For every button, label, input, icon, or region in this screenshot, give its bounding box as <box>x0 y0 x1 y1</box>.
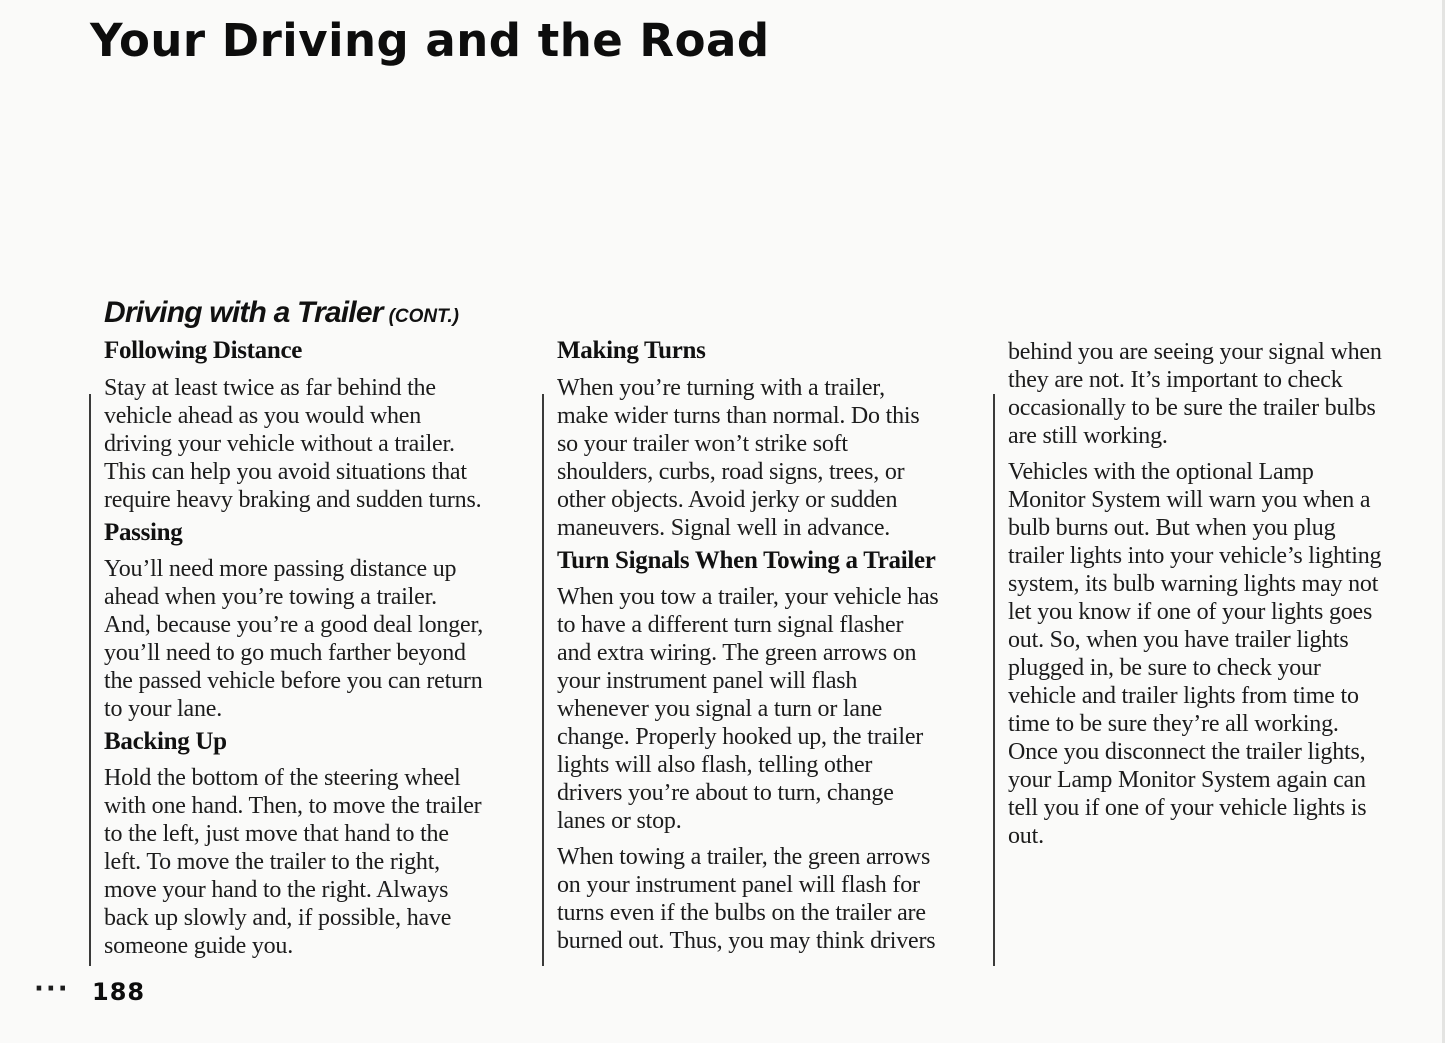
page-number-dots: ··· <box>34 974 70 1004</box>
text-line: tell you if one of your vehicle lights is <box>1008 795 1367 821</box>
text-line: let you know if one of your lights goes <box>1008 599 1373 625</box>
section-title <box>104 296 459 330</box>
text-line: Monitor System will warn you when a <box>1008 487 1371 513</box>
paragraph-lamp-monitor <box>1008 458 1428 850</box>
column-rule-right <box>993 394 995 966</box>
text-line: someone guide you. <box>104 933 294 959</box>
paragraph-following-distance <box>104 374 534 514</box>
section-cont-label: (CONT.) <box>388 306 459 327</box>
text-line: occasionally to be sure the trailer bulbs <box>1008 395 1376 421</box>
text-line: When you’re turning with a trailer, <box>557 375 885 401</box>
heading-backing-up: Backing Up <box>104 728 227 755</box>
page-number: 188 <box>92 978 146 1006</box>
text-line: left. To move the trailer to the right, <box>104 849 440 875</box>
column-right <box>1008 338 1428 850</box>
text-line: vehicle ahead as you would when <box>104 403 422 429</box>
text-line: out. So, when you have trailer lights <box>1008 627 1349 653</box>
text-line: on your instrument panel will flash for <box>557 872 920 898</box>
text-line: so your trailer won’t strike soft <box>557 431 848 457</box>
paragraph-making-turns <box>557 374 987 542</box>
text-line: maneuvers. Signal well in advance. <box>557 515 891 541</box>
column-middle <box>557 336 987 955</box>
heading-making-turns: Making Turns <box>557 337 706 364</box>
text-line: to your lane. <box>104 696 223 722</box>
text-line: When towing a trailer, the green arrows <box>557 844 931 870</box>
text-line: bulb burns out. But when you plug <box>1008 515 1336 541</box>
text-line: your instrument panel will flash <box>557 668 858 694</box>
text-line: turns even if the bulbs on the trailer are <box>557 900 926 926</box>
paragraph-turn-signals-1 <box>557 583 987 835</box>
text-line: behind you are seeing your signal when <box>1008 339 1382 365</box>
paragraph-turn-signals-2 <box>557 843 987 955</box>
text-line: plugged in, be sure to check your <box>1008 655 1321 681</box>
text-line: you’ll need to go much farther beyond <box>104 640 466 666</box>
text-line: make wider turns than normal. Do this <box>557 403 920 429</box>
text-line: system, its bulb warning lights may not <box>1008 571 1379 597</box>
text-line: lanes or stop. <box>557 808 682 834</box>
text-line: You’ll need more passing distance up <box>104 556 457 582</box>
text-line: they are not. It’s important to check <box>1008 367 1343 393</box>
page-title: Your Driving and the Road <box>90 14 770 67</box>
text-line: other objects. Avoid jerky or sudden <box>557 487 898 513</box>
text-line: And, because you’re a good deal longer, <box>104 612 484 638</box>
heading-turn-signals: Turn Signals When Towing a Trailer <box>557 547 936 574</box>
column-rule-middle <box>542 394 544 966</box>
column-left <box>104 336 534 960</box>
text-line: vehicle and trailer lights from time to <box>1008 683 1359 709</box>
text-line: This can help you avoid situations that <box>104 459 467 485</box>
text-line: lights will also flash, telling other <box>557 752 873 778</box>
text-line: Vehicles with the optional Lamp <box>1008 459 1314 485</box>
section-title-text: Driving with a Trailer <box>104 296 383 329</box>
column-rule-left <box>89 394 91 966</box>
text-line: Hold the bottom of the steering wheel <box>104 765 461 791</box>
text-line: require heavy braking and sudden turns. <box>104 487 482 513</box>
text-line: driving your vehicle without a trailer. <box>104 431 455 457</box>
text-line: Stay at least twice as far behind the <box>104 375 436 401</box>
text-line: back up slowly and, if possible, have <box>104 905 452 931</box>
text-line: your Lamp Monitor System again can <box>1008 767 1366 793</box>
text-line: shoulders, curbs, road signs, trees, or <box>557 459 905 485</box>
text-line: out. <box>1008 823 1044 849</box>
text-line: Once you disconnect the trailer lights, <box>1008 739 1366 765</box>
heading-passing: Passing <box>104 519 183 546</box>
text-line: trailer lights into your vehicle’s lighting <box>1008 543 1382 569</box>
text-line: to have a different turn signal flasher <box>557 612 904 638</box>
text-line: drivers you’re about to turn, change <box>557 780 894 806</box>
text-line: with one hand. Then, to move the trailer <box>104 793 482 819</box>
text-line: move your hand to the right. Always <box>104 877 449 903</box>
text-line: whenever you signal a turn or lane <box>557 696 883 722</box>
paragraph-passing <box>104 555 534 723</box>
text-line: ahead when you’re towing a trailer. <box>104 584 437 610</box>
text-line: to the left, just move that hand to the <box>104 821 449 847</box>
text-line: burned out. Thus, you may think drivers <box>557 928 936 954</box>
text-line: are still working. <box>1008 423 1168 449</box>
text-line: When you tow a trailer, your vehicle has <box>557 584 939 610</box>
text-line: the passed vehicle before you can return <box>104 668 483 694</box>
paragraph-backing-up <box>104 764 534 960</box>
heading-following-distance: Following Distance <box>104 337 303 364</box>
text-line: and extra wiring. The green arrows on <box>557 640 917 666</box>
paragraph-continued <box>1008 338 1428 450</box>
text-line: time to be sure they’re all working. <box>1008 711 1339 737</box>
text-line: change. Properly hooked up, the trailer <box>557 724 924 750</box>
